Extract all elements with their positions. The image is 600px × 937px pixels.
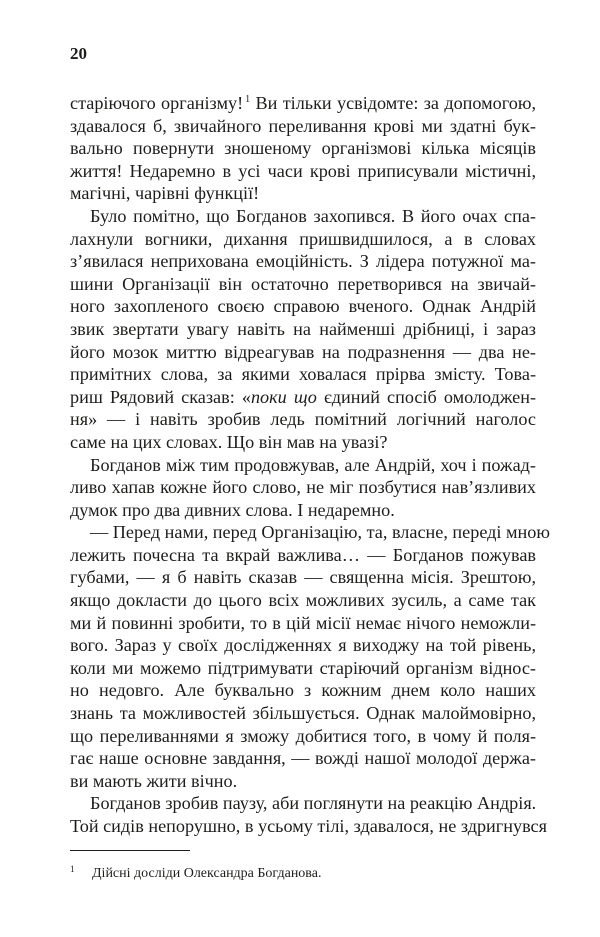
text-line: думок про два дивних слова. І недаремно. [70,499,395,520]
footnote-divider [70,850,190,851]
text-line: магічні, чарівні функції! [70,183,260,204]
footnote [70,864,321,882]
text-line [70,89,536,115]
paragraph [70,89,536,205]
text-line: ми й повинні зробити, то в цій місії немає нічого неможли- [70,612,536,633]
text-line: губами, — я б навіть сказав — священна місія. Зрештою, [70,567,536,588]
text-line: життя! Недаремно в усі часи крові приписували містичні, [70,160,536,181]
page-number: 20 [70,44,87,63]
text-segment: риш Рядовий сказав: « [70,386,251,407]
text-line: здавалося б, звичайного переливання крові ми здатні бук- [70,115,536,136]
text-line: з’явилася неприхована емоційність. З лідера потужної ма- [70,251,536,272]
text-line: ливо хапав кожне його слово, не міг позбутися нав’язливих [70,477,536,498]
italic-text: поки що [250,386,317,407]
text-line: Богданов зробив паузу, аби поглянути на реакцію Андрія. [90,793,537,814]
text-line: лежить почесна та вкрай важлива… — Богданов пожував [70,544,536,565]
text-line: гає наше основне завдання, — вожді нашої молодої держа- [70,748,536,769]
footnote-mark: 1 [70,864,75,874]
footnote-text: Дійсні досліди Олександра Богданова. [92,866,322,881]
text-line: саме на цих словах. Що він мав на увазі? [70,431,388,452]
text-line: коли ми можемо підтримувати старіючий організм віднос- [70,657,536,678]
text-line: Було помітно, що Богданов захопився. В його очах спа- [90,205,536,226]
text-line: лахнули вогники, дихання пришвидшилося, а в словах [70,228,536,249]
text-line: ня» — і навіть зробив ледь помітний логічний наголос [70,409,536,430]
text-line: ви мають жити вічно. [70,770,238,791]
text-line: ного захопленого своєю справою вченого. Однак Андрій [70,296,536,317]
paragraph [70,792,547,837]
text-segment: єдиний спосіб омолоджен- [316,386,537,407]
text-line: Той сидів непорушно, в усьому тілі, здавалося, не здригнувся [70,816,547,836]
text-line: — Перед нами, перед Організацію, та, власне, переді мною [90,522,550,543]
body-text [70,89,550,838]
text-line: вого. Зараз у своїх дослідженнях я виходжу на той рівень, [70,635,536,656]
text-segment: Ви тільки усвідомте: за допомогою, [250,93,536,113]
text-line: знань та можливостей збільшується. Однак малоймовірно, [70,703,536,724]
text-line: шини Організації він остаточно перетворився на звичай- [70,273,536,294]
footnote-reference: 1 [245,94,251,105]
text-line [70,386,536,409]
text-line: звик звертати увагу навіть на найменші дрібниці, і зараз [70,318,536,339]
text-line: його мозок миттю відреагував на подразнення — два не- [70,341,536,362]
text-line: що переливаннями я зможу добитися того, в чому й поля- [70,725,536,746]
paragraph [70,454,536,522]
text-line: но недовго. Але буквально з кожним днем коло наших [70,680,536,701]
text-line: Богданов між тим продовжував, але Андрій, хоч і пожад- [90,454,536,475]
text-segment: старіючого організму! [70,93,244,113]
text-line: якщо докласти до цього всіх можливих зусиль, а саме так [70,590,536,611]
paragraph [70,521,550,792]
text-line: вально повернути зношеному організмові кілька місяців [70,138,536,159]
paragraph [70,205,536,454]
text-line: примітних слова, за якими ховалася прірва змісту. Това- [70,364,536,385]
